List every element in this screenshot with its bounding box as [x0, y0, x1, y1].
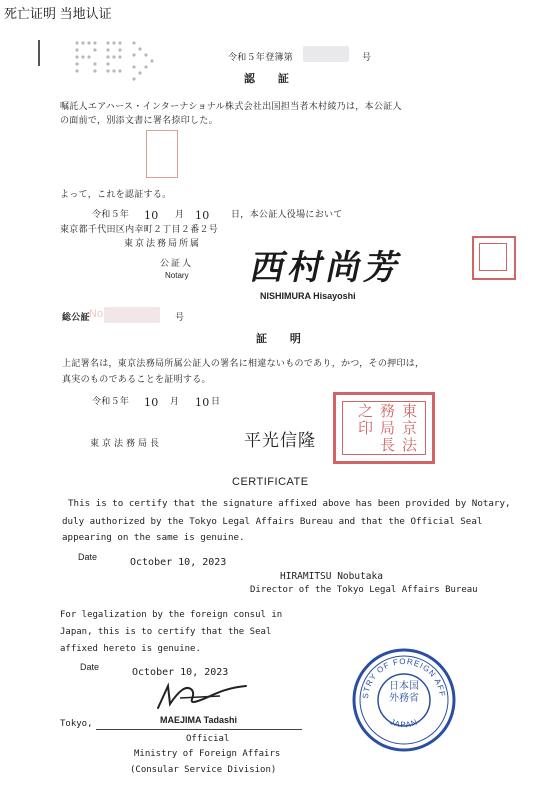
- legalization-date-label: Date: [80, 662, 100, 672]
- bureau-title: 証 明: [256, 332, 302, 345]
- legalization-line2: Japan, this is to certify that the Seal: [60, 627, 272, 637]
- bureau-director-name: 平光信隆: [244, 431, 316, 451]
- director-title: Director of the Tokyo Legal Affairs Bureau: [250, 585, 478, 595]
- applicant-seal: [146, 130, 178, 178]
- notary-bureau: 東京法務局所属: [124, 239, 202, 249]
- director-name: HIRAMITSU Nobutaka: [280, 571, 383, 582]
- bureau-director-title: 東京法務局長: [90, 439, 163, 449]
- bureau-number-suffix: 号: [175, 313, 185, 323]
- margin-mark: [38, 40, 40, 66]
- notary-date-day-unit: 日，本公証人役場において: [231, 210, 343, 220]
- official-role: Official: [186, 734, 230, 744]
- redacted-number: [303, 46, 349, 62]
- notary-signature: 西村尚芳: [247, 248, 408, 288]
- bureau-body-line1: 上記署名は，東京法務局所属公証人の署名に相違ないものであり，かつ，その押印は，: [62, 359, 425, 369]
- notary-label-jp: 公証人: [160, 259, 194, 269]
- notary-date-day: 10: [195, 209, 210, 222]
- certificate-body-line2: duly authorized by the Tokyo Legal Affairs Bureau and that the Official Seal: [62, 516, 483, 527]
- notary-attest-line: よって，これを認証する。: [60, 190, 172, 200]
- legalization-date-value: October 10, 2023: [132, 667, 229, 678]
- certificate-body-line1: This is to certify that the signature affixed above has been provided by Notary,: [68, 498, 511, 509]
- notary-date-month-unit: 月: [175, 210, 185, 220]
- bureau-date-month-unit: 月: [170, 397, 180, 407]
- official-name: MAEJIMA Tadashi: [160, 715, 238, 725]
- certificate-date-label: Date: [78, 552, 98, 562]
- notary-body-line1: 嘱託人エアハース・インターナショナル株式会社出国担当者木村綾乃は，本公証人: [60, 102, 402, 112]
- bureau-date-month: 10: [144, 396, 159, 409]
- notary-name: NISHIMURA Hisayoshi: [260, 291, 356, 301]
- bureau-number-label: 総公証: [62, 313, 90, 323]
- consular-division: (Consular Service Division): [130, 765, 277, 775]
- svg-text:JAPAN: JAPAN: [388, 717, 420, 730]
- mofa-seal: [348, 641, 456, 752]
- svg-text:MINISTRY OF FOREIGN AFFAIRS: MINISTRY OF FOREIGN AFFAIRS: [348, 641, 447, 700]
- bureau-date-day-unit: 日: [211, 397, 221, 407]
- notary-number-suffix: 号: [362, 53, 372, 63]
- bureau-seal-text: 東京法務局長之印: [356, 403, 418, 454]
- notary-body-line2: の面前で，別添文書に署名捺印した。: [60, 116, 218, 126]
- page-caption: 死亡证明 当地认证: [4, 6, 112, 21]
- bureau-seal: [333, 392, 435, 464]
- signature-line: [96, 729, 302, 730]
- official-signature: [150, 678, 260, 718]
- bureau-number-no: No: [89, 308, 104, 320]
- bureau-date-era: 令和５年: [92, 397, 130, 407]
- ministry-name: Ministry of Foreign Affairs: [134, 749, 281, 759]
- mofa-seal-center: 日本国外務省: [389, 681, 419, 704]
- bureau-body-line2: 真実のものであることを証明する。: [62, 375, 211, 385]
- notary-label-en: Notary: [165, 271, 189, 280]
- legalization-place: Tokyo,: [60, 719, 93, 729]
- notary-seal: [472, 236, 516, 280]
- notary-title: 認 証: [244, 72, 290, 85]
- notary-date-era: 令和５年: [92, 210, 130, 220]
- legalization-line1: For legalization by the foreign consul in: [60, 610, 283, 620]
- notary-address: 東京都千代田区内幸町２丁目２番２号: [60, 225, 219, 235]
- certificate-body-line3: appearing on the same is genuine.: [62, 532, 245, 543]
- notary-date-month: 10: [144, 209, 159, 222]
- certificate-title: CERTIFICATE: [232, 476, 309, 488]
- redacted-bureau-number: [104, 307, 160, 323]
- certificate-date-value: October 10, 2023: [130, 557, 227, 568]
- bureau-date-day: 10: [195, 396, 210, 409]
- notary-number-label: 令和５年登簿第: [228, 53, 294, 63]
- perforation-seal: [72, 38, 172, 88]
- legalization-line3: affixed hereto is genuine.: [60, 644, 201, 654]
